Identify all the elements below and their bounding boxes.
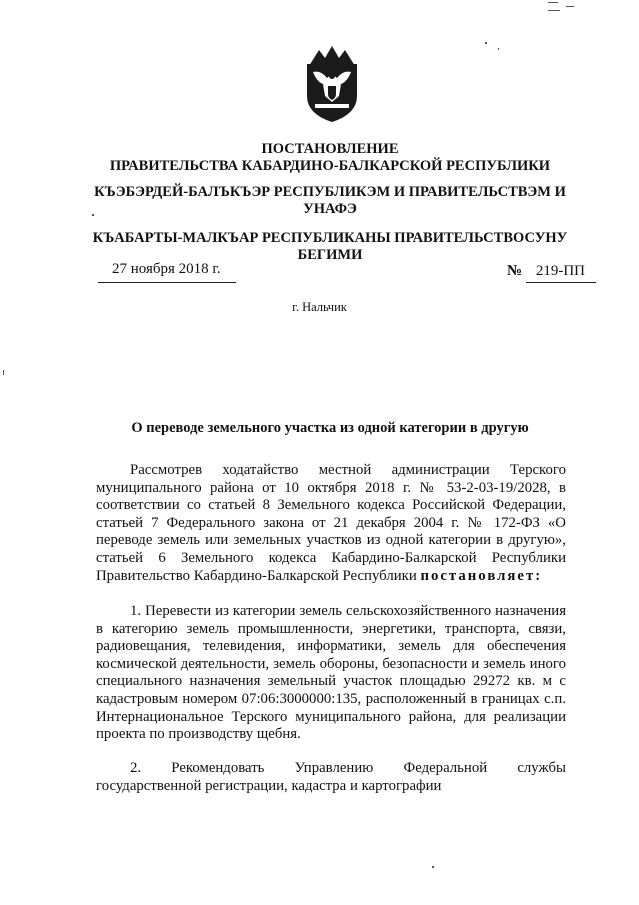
- scan-speck: [548, 10, 560, 11]
- paragraph-item-2: [96, 760, 566, 795]
- scan-speck: [498, 48, 499, 50]
- number-sign: №: [507, 263, 523, 279]
- item-1-text: 1. Перевести из категории земель сельскохозяйственного назначения в категорию земель промышленности, энергетики, транспорта, связи, радиовещания, телевидения, информатики, земель для обеспечения космической деятельности, земель обороны, безопасности и земель иного специального назначения земельный участок площадью 29272 кв. м с кадастровым номером 07:06:3000000:135, расположенный в границах с.п. Интернациональное Терского муниципального района, для реализации проекта по производству щебня.: [96, 603, 566, 743]
- title-balkar: КЪАБАРТЫ-МАЛКЪАР РЕСПУБЛИКАНЫ ПРАВИТЕЛЬСТВОСУНУ БЕГИМИ: [92, 230, 568, 263]
- preamble-text: Рассмотрев ходатайство местной администрации Терского муниципального района от 10 октября 2018 г. № 53-2-03-19/2028, в соответствии со статьей 8 Земельного кодекса Российской Федерации, статьей 7 Федерального закона от 21 декабря 2004 г. № 172-ФЗ «О переводе земель или земельных участков из одной категории в другую», статьей 6 Земельного кодекса Кабардино-Балкарской Республики Правительство Кабардино-Балкарской Республики: [96, 462, 566, 584]
- scan-speck: [566, 6, 574, 7]
- document-number: [507, 262, 596, 283]
- title-header: [80, 141, 580, 175]
- title-line-1: ПОСТАНОВЛЕНИЕ: [261, 141, 399, 157]
- title-line-2: ПРАВИТЕЛЬСТВА КАБАРДИНО-БАЛКАРСКОЙ РЕСПУБЛИКИ: [109, 158, 551, 174]
- decree-word: постановляет:: [420, 567, 543, 584]
- scan-speck: [548, 2, 558, 3]
- item-2-text: 2. Рекомендовать Управлению Федеральной службы государственной регистрации, кадастра и картографии: [96, 760, 566, 794]
- scan-speck: [485, 42, 487, 44]
- scan-speck: [432, 866, 434, 868]
- title-kabardian: КЪЭБЭРДЕЙ-БАЛЪКЪЭР РЕСПУБЛИКЭМ И ПРАВИТЕЛЬСТВЭМ И УНАФЭ: [94, 184, 566, 217]
- document-city: г. Нальчик: [292, 300, 347, 314]
- document-title: О переводе земельного участка из одной категории в другую: [131, 420, 529, 436]
- paragraph-preamble: [96, 462, 566, 585]
- paragraph-item-1: [96, 603, 566, 744]
- document-date: 27 ноября 2018 г.: [98, 260, 236, 283]
- number-value: 219-ПП: [526, 262, 596, 283]
- coat-of-arms-icon: [301, 44, 363, 124]
- scan-speck: [3, 370, 4, 375]
- scan-speck: [92, 214, 94, 216]
